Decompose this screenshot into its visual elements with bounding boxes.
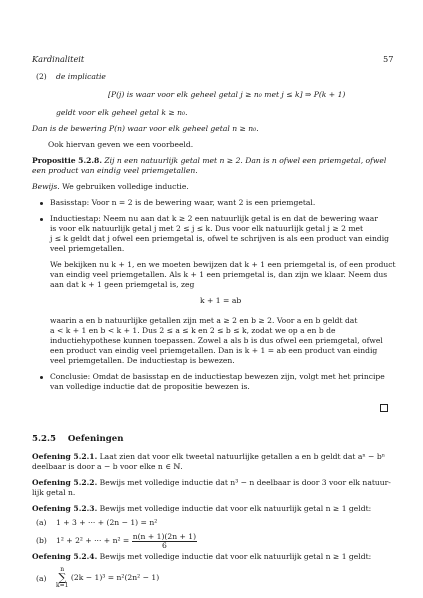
proof-step-line: Inductiestap: Neem nu aan dat k ≥ 2 een natuurlijk getal is en dat de bewering waar <box>50 214 378 223</box>
exercise-text: Bewijs met volledige inductie dat voor elk natuurlijk getal n ≥ 1 geldt: <box>99 552 372 561</box>
proposition <box>32 156 386 166</box>
fraction-denominator: 6 <box>161 540 167 550</box>
bullet-dot <box>40 202 43 205</box>
exercise-label: Oefening 5.2.4. <box>32 552 98 561</box>
bullet-dot <box>40 218 43 221</box>
exercise-formula <box>56 566 159 590</box>
proof-step-line: veel priemgetallen. <box>50 244 125 253</box>
proof-conclusion-line: Conclusie: Omdat de basisstap en de inductiestap bewezen zijn, volgt met het principe <box>50 372 385 381</box>
summation <box>56 567 68 589</box>
exercise-label: Oefening 5.2.3. <box>32 504 98 513</box>
fraction <box>132 533 197 550</box>
proof-step3-line: waarin a en b natuurlijke getallen zijn met a ≥ 2 en b ≥ 2. Voor a en b geldt dat <box>50 316 358 325</box>
item2-formula: [P(j) is waar voor elk geheel getal j ≥ n₀ met j ≤ k] ⇒ P(k + 1) <box>108 90 346 99</box>
proof-step3-line: a < k + 1 en b < k + 1. Dus 2 ≤ a ≤ k en 2 ≤ b ≤ k, zodat we op a en b de <box>50 326 336 335</box>
section-number: 5.2.5 <box>32 434 56 444</box>
section-title: Oefeningen <box>67 434 124 444</box>
exercise-5-2-2 <box>32 478 391 488</box>
qed-box <box>380 404 388 412</box>
formula-rhs: (2k − 1)³ = n²(2n² − 1) <box>70 573 160 582</box>
proof-step3-line: een product van eindig veel priemgetallen. Dan is k + 1 = ab een product van eindig <box>50 346 378 355</box>
proof-step3-line: inductiehypothese kunnen toepassen. Zowel a als b is dus ofwel een priemgetal, ofwel <box>50 336 383 345</box>
page-number: 57 <box>383 54 394 64</box>
section-heading <box>32 434 124 444</box>
example-intro: Ook hiervan geven we een voorbeeld. <box>48 140 194 149</box>
exercise-text: Bewijs met volledige inductie dat voor elk natuurlijk getal n ≥ 1 geldt: <box>99 504 372 513</box>
proposition-line1: Zij n een natuurlijk getal met n ≥ 2. Dan is n ofwel een priemgetal, ofwel <box>104 156 387 165</box>
proposition-line2: een product van eindig veel priemgetallen. <box>32 166 198 175</box>
equation-k-plus-1: k + 1 = ab <box>200 296 242 305</box>
subitem-label: (b) <box>36 536 47 545</box>
bullet-dot <box>40 376 43 379</box>
proof-step3-line: veel priemgetallen. De inductiestap is bewezen. <box>50 356 235 365</box>
exercise-text: Bewijs met volledige inductie dat n³ − n deelbaar is door 3 voor elk natuur- <box>99 478 391 487</box>
proof-conclusion-line: van volledige inductie dat de propositie bewezen is. <box>50 382 250 391</box>
sigma-symbol: ∑ <box>58 571 67 584</box>
principle-conclusion: Dan is de bewering P(n) waar voor elk geheel getal n ≥ n₀. <box>32 124 259 133</box>
proof-step-line: is voor elk natuurlijk getal j met 2 ≤ j ≤ k. Dus voor elk natuurlijk getal j ≥ 2 met <box>50 224 364 233</box>
item2-condition: geldt voor elk geheel getal k ≥ n₀. <box>56 108 188 117</box>
proposition-label: Propositie 5.2.8. <box>32 156 102 165</box>
exercise-text: deelbaar is door a − b voor elke n ∈ ℕ. <box>32 462 183 471</box>
exercise-text: Laat zien dat voor elk tweetal natuurlijke getallen a en b geldt dat aⁿ − bⁿ <box>99 452 385 461</box>
exercise-label: Oefening 5.2.2. <box>32 478 98 487</box>
exercise-5-2-1 <box>32 452 385 462</box>
formula-lhs: 1² + 2² + ··· + n² = <box>56 536 130 545</box>
proof-basisstap: Basisstap: Voor n = 2 is de bewering waar, want 2 is een priemgetal. <box>50 198 316 207</box>
exercise-5-2-4 <box>32 552 371 562</box>
fraction-numerator: n(n + 1)(2n + 1) <box>132 531 197 541</box>
proof-step2-line: van eindig veel priemgetallen. Als k + 1 een priemgetal is, dan zijn we klaar. Neem dus <box>50 270 388 279</box>
sum-upper: n <box>60 566 65 573</box>
proof-label: Bewijs. <box>32 182 60 191</box>
exercise-label: Oefening 5.2.1. <box>32 452 98 461</box>
proof-intro <box>32 182 189 192</box>
exercise-text: lijk getal n. <box>32 488 76 497</box>
item2-label: (2) <box>36 72 47 81</box>
proof-step2-line: aan dat k + 1 geen priemgetal is, zeg <box>50 280 195 289</box>
exercise-formula <box>56 531 197 551</box>
proof-intro-text: We gebruiken volledige inductie. <box>62 182 189 191</box>
exercise-formula: 1 + 3 + ··· + (2n − 1) = n² <box>56 518 158 527</box>
sum-lower: k=1 <box>56 582 69 589</box>
item2-intro: de implicatie <box>56 72 106 81</box>
proof-step2-line: We bekijken nu k + 1, en we moeten bewijzen dat k + 1 een priemgetal is, of een product <box>50 260 396 269</box>
proof-step-line: j ≤ k geldt dat j ofwel een priemgetal is, ofwel te schrijven is als een product van eindig <box>50 234 389 243</box>
subitem-label: (a) <box>36 574 47 583</box>
exercise-5-2-3 <box>32 504 371 514</box>
running-header-title: Kardinaliteit <box>32 54 85 64</box>
subitem-label: (a) <box>36 518 47 527</box>
